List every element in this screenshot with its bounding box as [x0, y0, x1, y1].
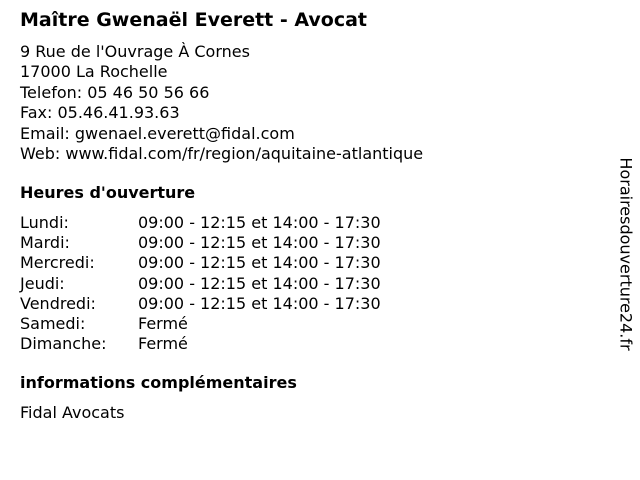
fax-number: Fax: 05.46.41.93.63	[20, 103, 180, 123]
page-title: Maître Gwenaël Everett - Avocat	[20, 9, 368, 31]
address-street: 9 Rue de l'Ouvrage À Cornes	[20, 42, 250, 61]
address-city: 17000 La Rochelle	[20, 62, 168, 82]
day-label: Lundi:	[20, 213, 69, 232]
email-address: Email: gwenael.everett@fidal.com	[20, 123, 295, 143]
hours-heading: Heures d'ouverture	[20, 183, 196, 202]
time-value: 09:00 - 12:15 et 14:00 - 17:30	[138, 233, 381, 253]
website-address: Web: www.fidal.com/fr/region/aquitaine-atlantique	[20, 143, 424, 163]
time-value: Fermé	[138, 313, 188, 333]
time-value: Fermé	[138, 334, 188, 354]
day-label: Jeudi:	[20, 273, 65, 293]
day-label: Dimanche:	[20, 334, 107, 354]
phone-number: Telefon: 05 46 50 56 66	[20, 82, 210, 102]
day-label: Samedi:	[20, 313, 86, 333]
time-value: 09:00 - 12:15 et 14:00 - 17:30	[138, 213, 381, 232]
site-watermark: Horairesdouverture24.fr	[616, 157, 636, 351]
day-label: Mercredi:	[20, 253, 95, 273]
info-heading: informations complémentaires	[20, 373, 297, 392]
time-value: 09:00 - 12:15 et 14:00 - 17:30	[138, 253, 381, 273]
day-label: Mardi:	[20, 233, 70, 253]
time-value: 09:00 - 12:15 et 14:00 - 17:30	[138, 273, 381, 293]
info-text: Fidal Avocats	[20, 403, 125, 422]
time-value: 09:00 - 12:15 et 14:00 - 17:30	[138, 293, 381, 313]
day-label: Vendredi:	[20, 293, 96, 313]
contact-block	[20, 42, 423, 164]
